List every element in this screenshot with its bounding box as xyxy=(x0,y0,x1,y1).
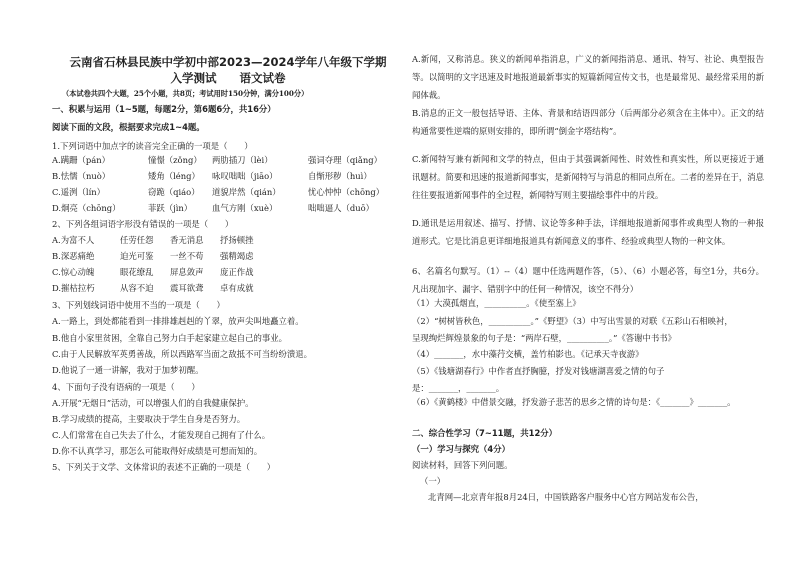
q3-option: A.一路上，到处都能看到一排排雄赳赳的丫翠，放声尖叫地矗立着。 xyxy=(52,316,304,326)
exam-note: （本试卷共四个大题，25个小题，共8页；考试用时150分钟，满分100分） xyxy=(62,89,309,98)
section2-heading: 二、综合性学习（7~11题，共12分） xyxy=(412,428,558,438)
q1-option: 憧憬（zǒng） xyxy=(148,155,202,165)
q1-option: 矮角（léng） xyxy=(148,171,200,181)
q1-option: C.遥洌（lín） xyxy=(52,187,106,197)
q1-option: 窃跪（qiáo） xyxy=(148,187,200,197)
q2-option: 抒扬顿挫 xyxy=(220,235,254,245)
q1-option: 道貌岸然（qián） xyxy=(212,187,281,197)
q1-stem: 1.下列词语中加点字的读音完全正确的一项是（ ） xyxy=(52,141,253,151)
reading-instruction-2: 阅读材料，回答下列问题。 xyxy=(412,460,513,470)
section1-heading: 一、积累与运用（1~5题，每题2分，第6题6分，共16分） xyxy=(52,104,276,114)
q6-item: 呈现绚烂辉煌景象的句子是：“两岸石壁，__________。”《答谢中书书》 xyxy=(412,333,676,343)
q2-option: C.惊心动魄 xyxy=(52,267,95,277)
q2-option: 屏息敛声 xyxy=(170,267,204,277)
q2-option: 强精竭虑 xyxy=(220,251,254,261)
q2-option: 香无消息 xyxy=(170,235,204,245)
q6-item: （1）大漠孤烟直，__________。《使至塞上》 xyxy=(412,298,581,308)
q6-item: （2）“树树皆秋色，__________。”《野望》（3）中写出雪景的对联《五彩山石相映衬， xyxy=(412,316,733,326)
material-text: 北青网—北京青年报8月24日，中国铁路客户服务中心官方网站发布公告， xyxy=(428,492,704,502)
q5-option-b: B.消息的正文一般包括导语、主体、背景和结语四部分（后两部分必须含在主体中）。正文的结构通常要性逆端的原则安排的，即所谓“倒金字塔结构”。 xyxy=(412,108,764,136)
q2-option: 眼花缭乱 xyxy=(120,267,154,277)
q2-option: 震耳欲聋 xyxy=(170,283,204,293)
q4-option: C.人们常常在自己失去了什么，才能发现自己拥有了什么。 xyxy=(52,430,271,440)
q4-option: D.你不认真学习，那怎么可能取得好成绩是可想而知的。 xyxy=(52,446,263,456)
q1-option: 血气方刚（xuè） xyxy=(212,203,278,213)
q3-option: C.由于人民解放军英勇善战，所以西路军当面之敌抵不可当纷纷溃退。 xyxy=(52,349,313,359)
exam-title-line1: 云南省石林县民族中学初中部2023—2024学年八年级下学期 xyxy=(69,55,387,69)
q4-stem: 4、下面句子没有语病的一项是（ ） xyxy=(52,382,200,392)
q1-option: 两肋插刀（lèi） xyxy=(212,155,273,165)
q1-option: 忧心忡忡（chōng） xyxy=(308,187,385,197)
q2-option: 迫光可鉴 xyxy=(120,251,154,261)
q2-option: 任劳任怨 xyxy=(120,235,154,245)
subsection-heading: （一）学习与探究（4分） xyxy=(412,444,510,454)
q5-option-c: C.新闻特写兼有新闻和文学的特点，但由于其强调新闻性、时效性和真实性，所以更接近于通讯题材。简要和迅速的报道新闻事实，是新闻特写与消息的相同点所在。二者的差异在于，消息往往要报道新闻事件的全过程，新闻特写则主要描绘事件中的片段。 xyxy=(412,154,764,200)
q4-option: B.学习成绩的提高，主要取决于学生自身是否努力。 xyxy=(52,414,246,424)
q3-option: B.他自小家里贫困，全靠自己努力白手起家建立起自己的事业。 xyxy=(52,333,287,343)
q1-option: A.蹒跚（pán） xyxy=(52,155,110,165)
q6-item: 是：_______，_______。 xyxy=(412,383,505,393)
q2-option: 从容不迫 xyxy=(120,283,154,293)
material-label: （一） xyxy=(420,476,446,486)
q2-option: B.深恶痛绝 xyxy=(52,251,95,261)
q2-option: 一丝不苟 xyxy=(170,251,204,261)
q1-option: B.怯懦（nuò） xyxy=(52,171,111,181)
q4-option: A.开展“无烟日”活动，可以增强人们的自我健康保护。 xyxy=(52,398,254,408)
q5-stem: 5、下列关于文学、文体常识的表述不正确的一项是（ ） xyxy=(52,462,276,472)
q1-option: 咏叹咄咄（jiāo） xyxy=(212,171,278,181)
reading-instruction: 阅读下面的文段，根据要求完成1~4题。 xyxy=(52,122,205,132)
q1-option: D.炯亮（chōng） xyxy=(52,203,121,213)
q1-option: 自惭形秽（huì） xyxy=(308,171,372,181)
q2-option: 庞正作战 xyxy=(220,267,254,277)
q1-option: 菲跃（jìn） xyxy=(148,203,193,213)
q1-option: 强词夺理（qiǎng） xyxy=(308,155,383,165)
q6-item: （4）_______，水中藻荇交横，盖竹柏影也。《记承天寺夜游》 xyxy=(412,349,644,359)
q6-item: （5）《钱塘湖春行》中作者直抒胸臆，抒发对钱塘湖喜爱之情的句子 xyxy=(412,366,665,376)
q6-stem: 6、名篇名句默写。（1）--（4）题中任选两题作答，（5）、（6）小题必答，每空1分，共6分。凡出现加字、漏字、错别字中的任何一种情况，该空不得分） xyxy=(412,266,764,294)
q5-option-a: A.新闻，又称消息。狭义的新闻单指消息，广义的新闻指消息、通讯、特写、社论、典型报告等。以简明的文字迅速及时地报道最新事实的短篇新闻宣传文书，也是最常见、最经常采用的新闻体裁。 xyxy=(412,54,764,100)
q3-option: D.他说了一通一讲解，我对于加梦初醒。 xyxy=(52,365,204,375)
q2-option: A.为富不人 xyxy=(52,235,95,245)
q3-stem: 3、下列划线词语中使用不当的一项是（ ） xyxy=(52,300,225,310)
exam-title-line2: 入学测试 语文试卷 xyxy=(170,71,286,85)
q2-stem: 2、下列各组词语字形没有错误的一项是（ ） xyxy=(52,219,234,229)
q1-option: 咄咄逼人（duō） xyxy=(308,203,375,213)
q5-option-d: D.通讯是运用叙述、描写、抒情、议论等多种手法，详细地报道新闻事件或典型人物的一种报道形式。它是比消息更详细地报道具有新闻意义的事件、经验或典型人物的一种文体。 xyxy=(412,218,764,246)
q2-option: 卓有成就 xyxy=(220,283,254,293)
q6-item: （6）《黄鹤楼》中借景交融，抒发游子悲苦的思乡之情的诗句是：《_______》_______。 xyxy=(412,397,736,407)
q2-option: D.摧枯拉朽 xyxy=(52,283,95,293)
